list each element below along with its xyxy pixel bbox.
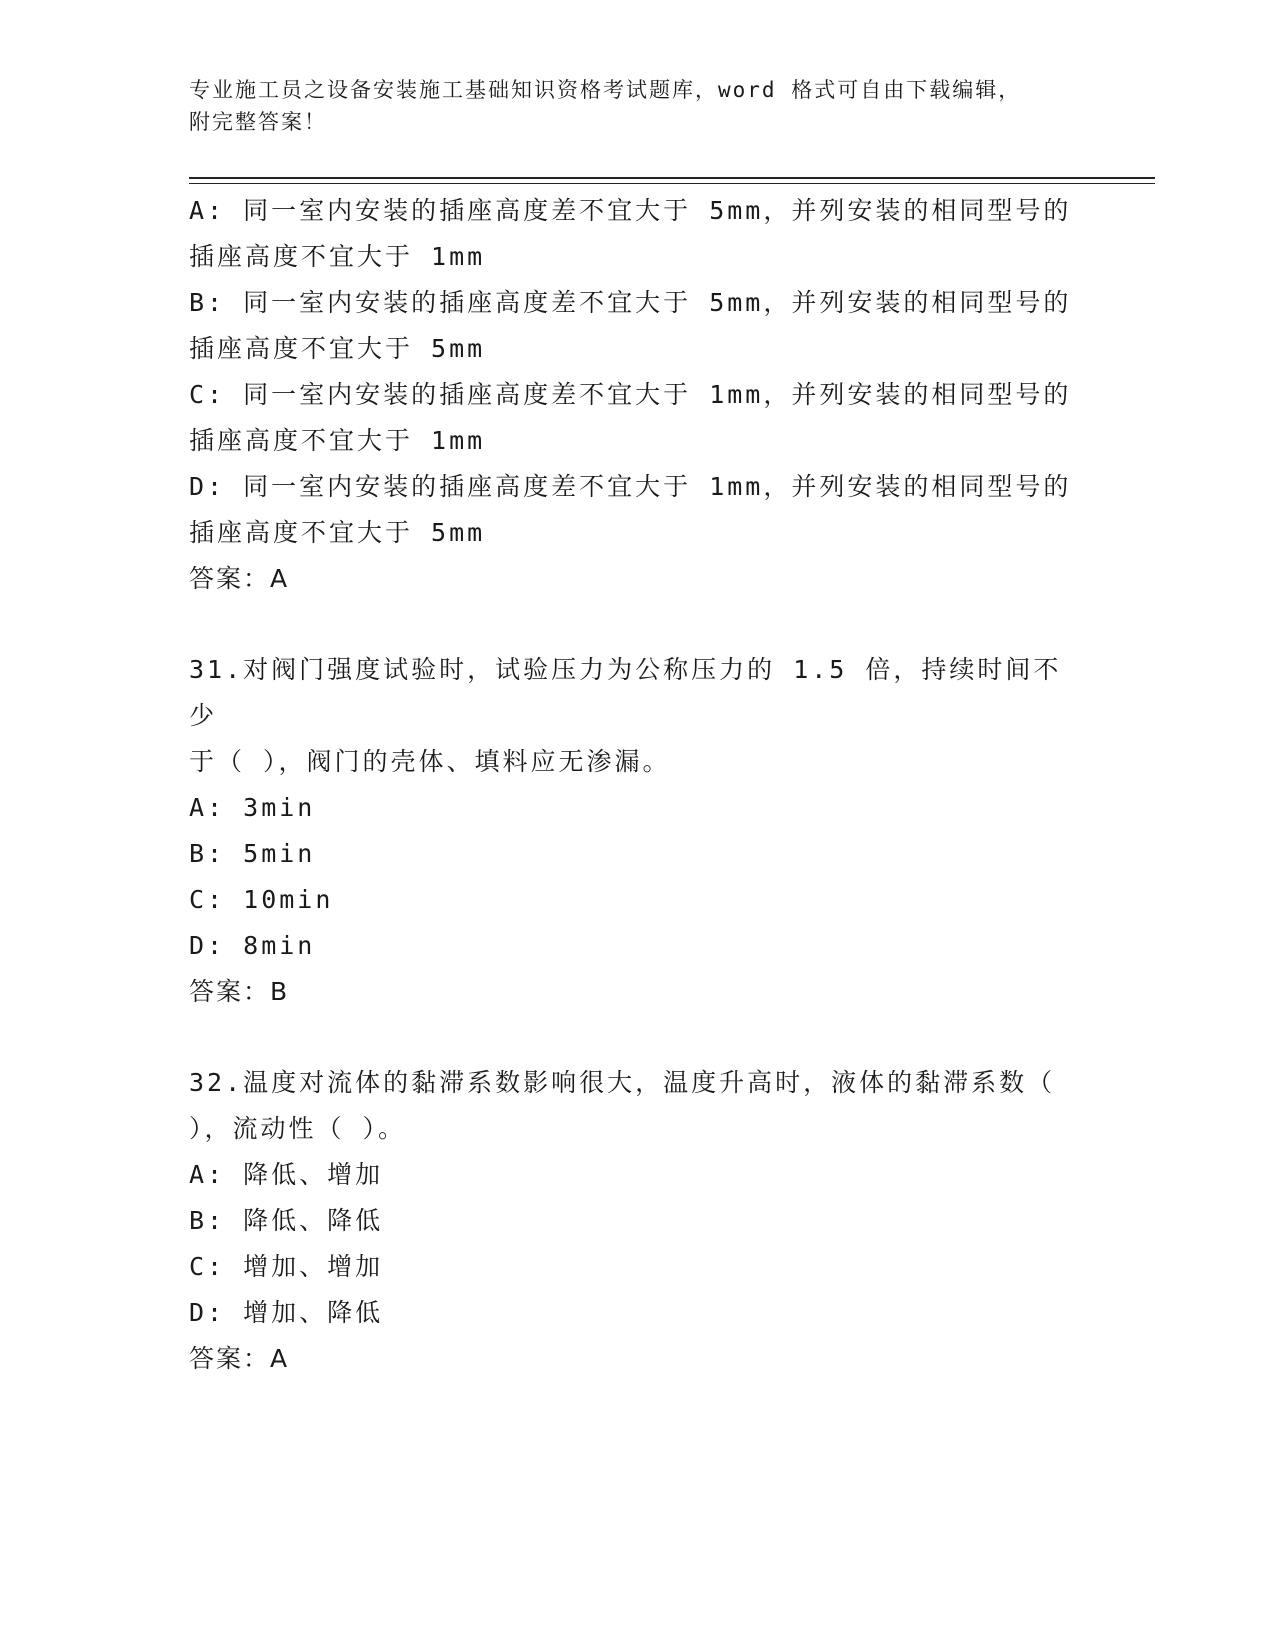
question-31-option-d: D: 8min [189,931,316,960]
question-31-option-c: C: 10min [189,885,334,914]
option-b-line-2: 插座高度不宜大于 5mm [189,334,486,363]
option-c-line-1: C: 同一室内安装的插座高度差不宜大于 1mm，并列安装的相同型号的 [189,380,1072,409]
header-line-1: 专业施工员之设备安装施工基础知识资格考试题库，word 格式可自由下载编辑， [189,78,1022,102]
question-31-text-line-2: 于（ ），阀门的壳体、填料应无渗漏。 [189,747,671,776]
question-content [189,188,1089,1382]
question-31-option-a: A: 3min [189,793,316,822]
question-32-answer: 答案：A [189,1344,290,1373]
option-c-line-2: 插座高度不宜大于 1mm [189,426,486,455]
answer-label: 答案：A [189,564,290,593]
option-a-line-1: A: 同一室内安装的插座高度差不宜大于 5mm，并列安装的相同型号的 [189,196,1072,225]
header-divider-thin [189,183,1155,184]
question-prev [189,188,1089,602]
option-c [189,372,1089,464]
question-32-option-a: A: 降低、增加 [189,1160,384,1189]
option-d [189,464,1089,556]
option-a-line-2: 插座高度不宜大于 1mm [189,242,486,271]
question-32-option-c: C: 增加、增加 [189,1252,384,1281]
spacer [189,602,1089,647]
question-32-option-b: B: 降低、降低 [189,1206,384,1235]
question-31 [189,647,1089,1015]
question-32-option-d: D: 增加、降低 [189,1298,384,1327]
spacer [189,1015,1089,1060]
option-b-line-1: B: 同一室内安装的插座高度差不宜大于 5mm，并列安装的相同型号的 [189,288,1072,317]
option-b [189,280,1089,372]
option-d-line-2: 插座高度不宜大于 5mm [189,518,486,547]
question-31-option-b: B: 5min [189,839,316,868]
header-divider-thick [189,177,1155,179]
question-32-text-line-2: ），流动性（ ）。 [189,1114,407,1143]
option-a [189,188,1089,280]
option-d-line-1: D: 同一室内安装的插座高度差不宜大于 1mm，并列安装的相同型号的 [189,472,1072,501]
question-31-text-line-1: 31.对阀门强度试验时，试验压力为公称压力的 1.5 倍，持续时间不少 [189,655,1062,730]
document-header [189,74,1089,138]
header-line-2: 附完整答案！ [189,110,327,134]
question-32-text-line-1: 32.温度对流体的黏滞系数影响很大，温度升高时，液体的黏滞系数（ [189,1068,1056,1097]
question-31-answer: 答案：B [189,977,290,1006]
question-32 [189,1060,1089,1382]
